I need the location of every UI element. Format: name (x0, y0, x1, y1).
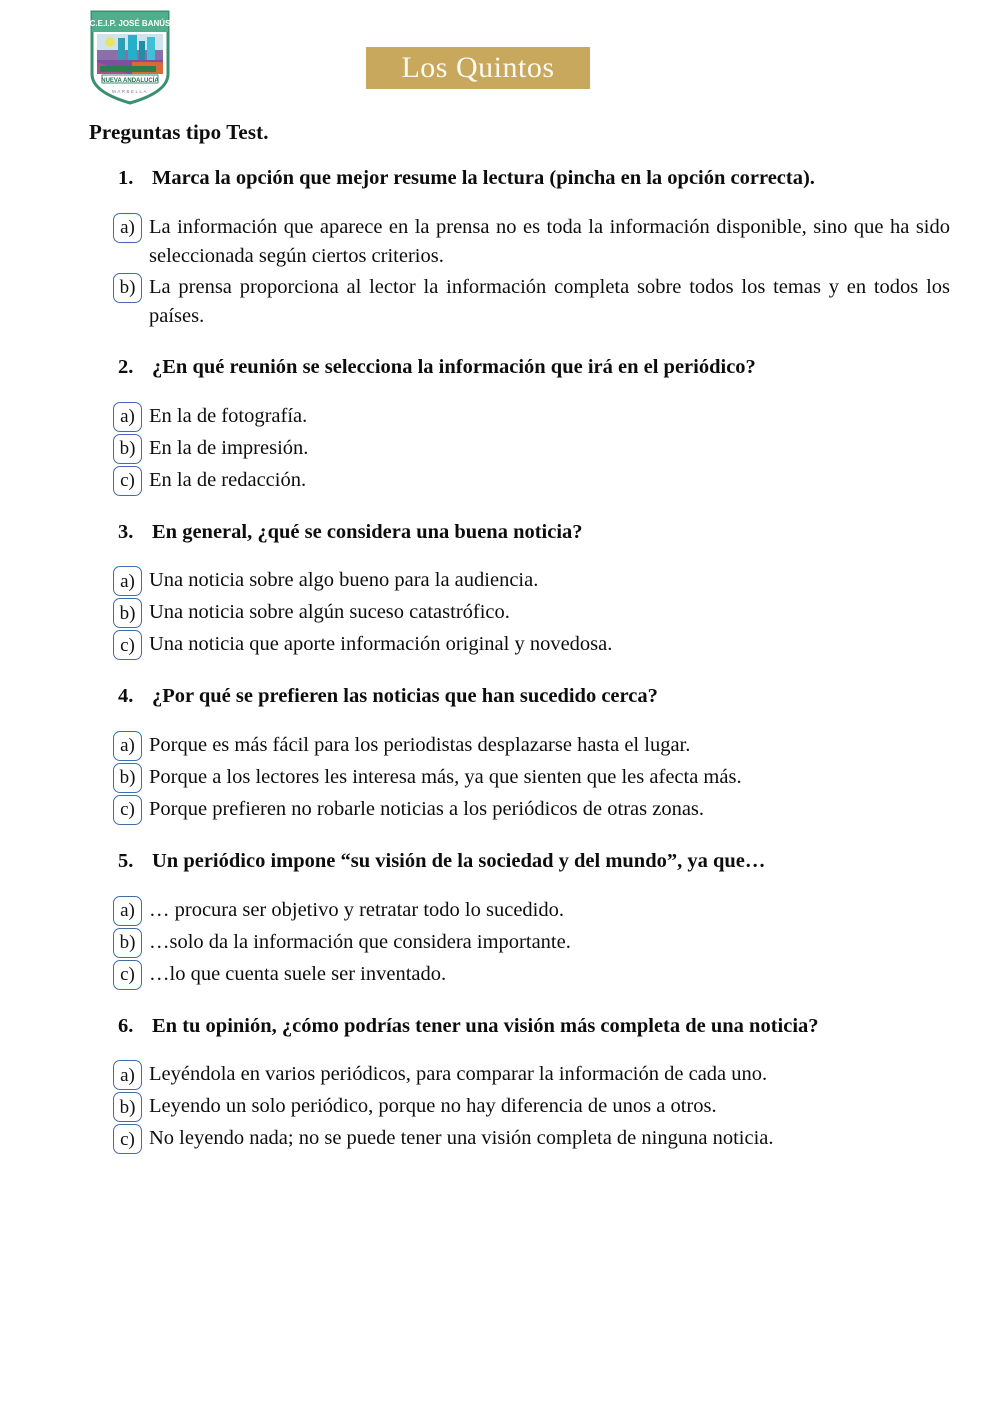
option-marker-button[interactable]: c) (113, 466, 142, 496)
option-row[interactable] (113, 565, 950, 596)
option-text[interactable]: En la de fotografía. (149, 404, 308, 427)
option-row[interactable] (113, 794, 950, 825)
option-text[interactable]: Una noticia que aporte información original y novedosa. (149, 633, 613, 656)
question-text: Marca la opción que mejor resume la lectura (pincha en la opción correcta). (152, 167, 815, 189)
question-block (0, 520, 1000, 661)
option-list (0, 895, 1000, 990)
question-number: 4. (118, 685, 134, 708)
title-banner-label: Los Quintos (401, 51, 555, 84)
option-row[interactable] (113, 730, 950, 761)
option-marker-button[interactable]: b) (113, 1092, 142, 1122)
option-list (0, 730, 1000, 825)
option-marker-button[interactable]: c) (113, 630, 142, 660)
option-text[interactable]: Leyendo un solo periódico, porque no hay diferencia de unos a otros. (149, 1095, 717, 1118)
title-banner (366, 47, 590, 89)
option-row[interactable] (113, 629, 950, 660)
option-marker-button[interactable]: c) (113, 960, 142, 990)
question-heading (0, 684, 1000, 710)
question-block (0, 166, 1000, 331)
option-list (0, 401, 1000, 496)
question-block (0, 1014, 1000, 1155)
option-marker-button[interactable]: a) (113, 402, 142, 432)
option-marker-button[interactable]: b) (113, 763, 142, 793)
crest-bottom-text: NUEVA ANDALUCÍA (101, 78, 159, 84)
option-marker-button[interactable]: a) (113, 731, 142, 761)
option-text[interactable]: Porque prefieren no robarle noticias a los periódicos de otras zonas. (149, 797, 705, 820)
option-marker-button[interactable]: c) (113, 1124, 142, 1154)
question-heading (0, 1014, 1000, 1040)
option-marker-button[interactable]: c) (113, 795, 142, 825)
option-row[interactable] (113, 465, 950, 496)
option-row[interactable] (113, 762, 950, 793)
option-marker-button[interactable]: b) (113, 434, 142, 464)
option-row[interactable] (113, 401, 950, 432)
option-list (0, 565, 1000, 660)
question-heading (0, 849, 1000, 875)
option-list (0, 212, 1000, 331)
option-text[interactable]: La información que aparece en la prensa no es toda la información disponible, sino que ha sido seleccionada según ciertos criterios. (149, 215, 950, 267)
option-list (0, 1059, 1000, 1154)
page-title: Preguntas tipo Test. (89, 120, 269, 144)
question-text: ¿Por qué se prefieren las noticias que han sucedido cerca? (152, 685, 658, 708)
question-number: 1. (118, 167, 134, 189)
crest-top-text: C.E.I.P. JOSÉ BANÚS (89, 19, 171, 28)
option-marker-button[interactable]: b) (113, 598, 142, 628)
question-block (0, 684, 1000, 825)
question-heading (0, 355, 1000, 381)
question-text: En general, ¿qué se considera una buena noticia? (152, 520, 583, 543)
question-heading (0, 520, 1000, 546)
option-text[interactable]: En la de impresión. (149, 436, 309, 459)
option-row[interactable] (113, 895, 950, 926)
question-block (0, 849, 1000, 990)
option-text[interactable]: Leyéndola en varios periódicos, para comparar la información de cada uno. (149, 1063, 768, 1086)
question-text: Un periódico impone “su visión de la sociedad y del mundo”, ya que… (152, 849, 766, 872)
option-text[interactable]: …solo da la información que considera importante. (149, 930, 571, 953)
question-heading (0, 166, 1000, 192)
option-text[interactable]: No leyendo nada; no se puede tener una visión completa de ninguna noticia. (149, 1127, 774, 1150)
question-block (0, 355, 1000, 496)
option-row[interactable] (113, 433, 950, 464)
question-number: 3. (118, 520, 134, 543)
question-text: ¿En qué reunión se selecciona la información que irá en el periódico? (152, 356, 756, 379)
school-crest-logo (88, 8, 172, 106)
option-text[interactable]: Porque a los lectores les interesa más, ya que sienten que les afecta más. (149, 765, 742, 788)
option-row[interactable] (113, 1123, 950, 1154)
question-number: 2. (118, 356, 134, 379)
option-row[interactable] (113, 959, 950, 990)
option-text[interactable]: …lo que cuenta suele ser inventado. (149, 962, 447, 985)
option-marker-button[interactable]: a) (113, 566, 142, 596)
question-text: En tu opinión, ¿cómo podrías tener una visión más completa de una noticia? (152, 1014, 819, 1037)
option-row[interactable] (113, 1091, 950, 1122)
crest-sub-text: MARBELLA (111, 89, 149, 94)
option-text[interactable]: … procura ser objetivo y retratar todo lo sucedido. (149, 898, 564, 921)
option-marker-button[interactable]: b) (113, 273, 142, 303)
option-row[interactable] (113, 1059, 950, 1090)
option-row[interactable] (113, 272, 950, 331)
option-text[interactable]: Porque es más fácil para los periodistas desplazarse hasta el lugar. (149, 733, 691, 756)
questions-list (0, 166, 1000, 1158)
option-text[interactable]: Una noticia sobre algo bueno para la audiencia. (149, 569, 539, 592)
option-marker-button[interactable]: b) (113, 928, 142, 958)
option-text[interactable]: En la de redacción. (149, 468, 307, 491)
question-number: 6. (118, 1014, 134, 1037)
option-row[interactable] (113, 212, 950, 271)
option-marker-button[interactable]: a) (113, 213, 142, 243)
option-marker-button[interactable]: a) (113, 1060, 142, 1090)
option-row[interactable] (113, 927, 950, 958)
question-number: 5. (118, 849, 134, 872)
option-marker-button[interactable]: a) (113, 896, 142, 926)
option-text[interactable]: La prensa proporciona al lector la información completa sobre todos los temas y en todos los países. (149, 275, 950, 327)
option-row[interactable] (113, 597, 950, 628)
page-header (0, 0, 1000, 118)
option-text[interactable]: Una noticia sobre algún suceso catastrófico. (149, 601, 510, 624)
